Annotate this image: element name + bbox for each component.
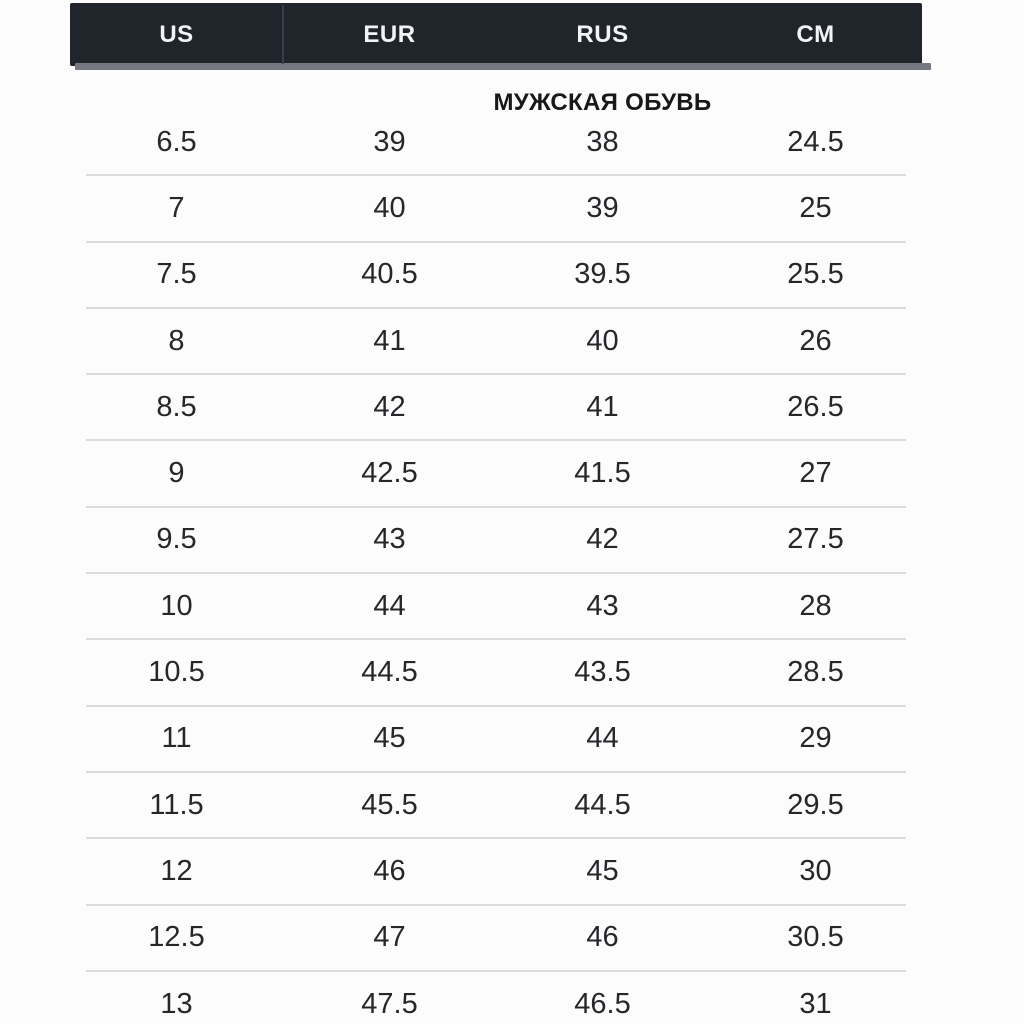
size-cell-us: 6.5 bbox=[156, 125, 197, 158]
size-chart-header bbox=[70, 3, 922, 66]
column-header-cm: CM bbox=[796, 20, 835, 48]
column-header-rus: RUS bbox=[576, 20, 629, 48]
size-cell-rus: 43 bbox=[586, 589, 619, 622]
size-cell-us: 11 bbox=[161, 722, 192, 755]
size-row bbox=[70, 308, 922, 374]
size-row bbox=[70, 573, 922, 639]
size-cell-cm: 26 bbox=[799, 324, 832, 357]
size-row bbox=[70, 706, 922, 772]
size-cell-eur: 44 bbox=[373, 589, 406, 622]
column-header-us: US bbox=[159, 20, 194, 48]
size-cell-cm: 30 bbox=[799, 854, 832, 887]
column-divider bbox=[282, 5, 284, 64]
size-cell-rus: 45 bbox=[586, 854, 619, 887]
size-cell-eur: 45 bbox=[373, 722, 406, 755]
size-cell-us: 11.5 bbox=[149, 788, 204, 821]
size-cell-eur: 41 bbox=[373, 324, 406, 357]
section-title: МУЖСКАЯ ОБУВЬ bbox=[493, 89, 712, 116]
size-cell-us: 7.5 bbox=[156, 258, 197, 291]
size-cell-eur: 46 bbox=[373, 854, 406, 887]
size-row bbox=[70, 507, 922, 573]
size-cell-rus: 40 bbox=[586, 324, 619, 357]
size-cell-eur: 44.5 bbox=[361, 656, 418, 689]
size-cell-cm: 27 bbox=[799, 457, 832, 490]
size-cell-eur: 40.5 bbox=[361, 258, 418, 291]
size-row bbox=[70, 440, 922, 506]
column-header-eur: EUR bbox=[363, 20, 416, 48]
size-rows bbox=[70, 109, 922, 1024]
size-cell-eur: 40 bbox=[373, 191, 406, 224]
size-cell-cm: 28.5 bbox=[787, 656, 844, 689]
size-cell-us: 9 bbox=[168, 457, 185, 490]
size-cell-us: 7 bbox=[168, 191, 185, 224]
size-cell-cm: 29 bbox=[799, 722, 832, 755]
size-cell-eur: 47 bbox=[373, 921, 406, 954]
size-cell-cm: 25.5 bbox=[787, 258, 844, 291]
size-cell-us: 10 bbox=[160, 589, 193, 622]
size-cell-eur: 42.5 bbox=[361, 457, 418, 490]
size-cell-cm: 24.5 bbox=[787, 125, 844, 158]
size-cell-cm: 28 bbox=[799, 589, 832, 622]
size-cell-rus: 42 bbox=[586, 523, 619, 556]
size-cell-rus: 43.5 bbox=[574, 656, 631, 689]
size-cell-us: 9.5 bbox=[156, 523, 197, 556]
size-cell-rus: 44.5 bbox=[574, 788, 631, 821]
size-cell-cm: 29.5 bbox=[787, 788, 844, 821]
size-cell-us: 8 bbox=[168, 324, 185, 357]
size-cell-eur: 45.5 bbox=[361, 788, 418, 821]
size-row bbox=[70, 772, 922, 838]
size-cell-rus: 44 bbox=[586, 722, 619, 755]
size-cell-rus: 38 bbox=[586, 125, 619, 158]
size-cell-rus: 39.5 bbox=[574, 258, 631, 291]
size-cell-eur: 42 bbox=[373, 390, 406, 423]
size-cell-eur: 43 bbox=[373, 523, 406, 556]
size-cell-rus: 46.5 bbox=[574, 987, 631, 1020]
size-chart bbox=[70, 3, 922, 1024]
size-cell-us: 8.5 bbox=[156, 390, 197, 423]
header-shadow bbox=[75, 63, 931, 70]
size-row bbox=[70, 175, 922, 241]
size-row bbox=[70, 838, 922, 904]
size-cell-cm: 26.5 bbox=[787, 390, 844, 423]
size-cell-us: 12 bbox=[160, 854, 193, 887]
size-cell-us: 10.5 bbox=[148, 656, 205, 689]
size-row bbox=[70, 242, 922, 308]
size-cell-eur: 47.5 bbox=[361, 987, 418, 1020]
size-cell-cm: 25 bbox=[799, 191, 832, 224]
size-cell-cm: 31 bbox=[799, 987, 832, 1020]
size-row bbox=[70, 971, 922, 1024]
size-cell-rus: 46 bbox=[586, 921, 619, 954]
size-cell-rus: 41 bbox=[586, 390, 619, 423]
size-cell-cm: 27.5 bbox=[787, 523, 844, 556]
size-row bbox=[70, 639, 922, 705]
size-cell-rus: 39 bbox=[586, 191, 619, 224]
size-cell-eur: 39 bbox=[373, 125, 406, 158]
size-cell-rus: 41.5 bbox=[574, 457, 631, 490]
size-cell-us: 12.5 bbox=[148, 921, 205, 954]
size-row bbox=[70, 374, 922, 440]
size-row bbox=[70, 109, 922, 175]
size-cell-cm: 30.5 bbox=[787, 921, 844, 954]
size-row bbox=[70, 905, 922, 971]
size-cell-us: 13 bbox=[160, 987, 193, 1020]
